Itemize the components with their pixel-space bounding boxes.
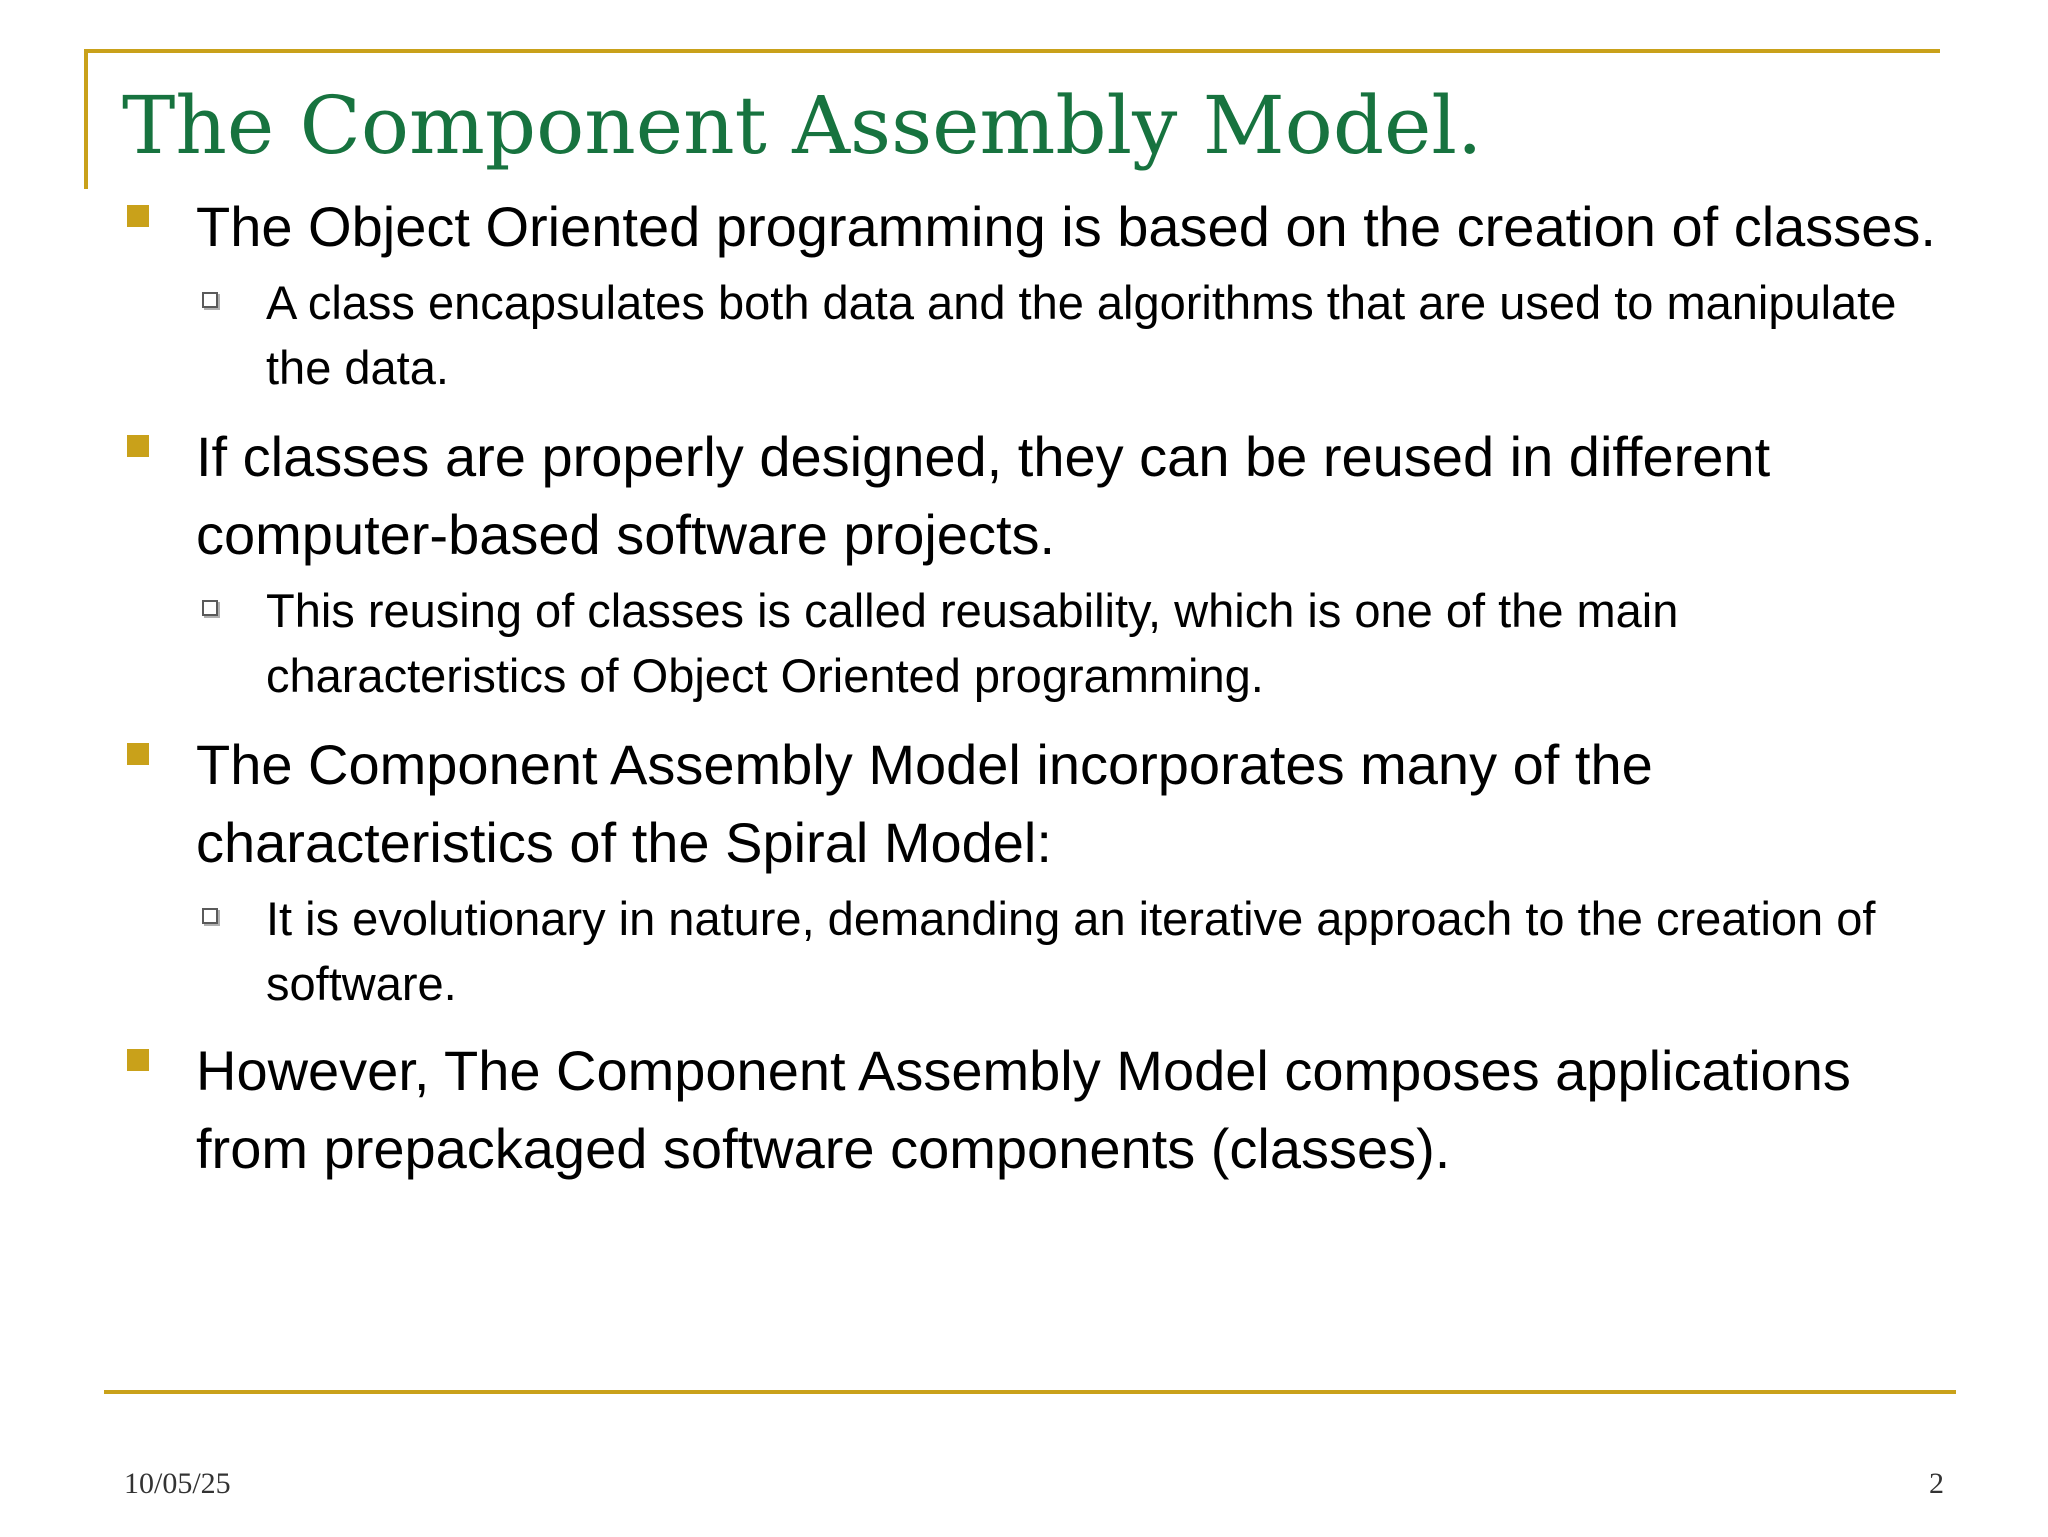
hollow-square-bullet-icon [202,600,218,616]
sub-bullet-1-text: A class encapsulates both data and the algorithms that are used to manipulate the data. [266,276,1897,394]
sub-bullet-3 [0,886,1946,1016]
bullet-3-text: The Component Assembly Model incorporates many of the characteristics of the Spiral Model: [196,733,1653,874]
sub-bullet-2 [0,578,1946,708]
square-bullet-icon [127,1049,149,1071]
bullet-2-text: If classes are properly designed, they can be reused in different computer-based software projects. [196,425,1771,566]
bullet-4-text: However, The Component Assembly Model composes applications from prepackaged software components (classes). [196,1039,1851,1180]
bullet-3 [0,726,1956,882]
square-bullet-icon [127,205,149,227]
footer-date: 10/05/25 [124,1467,231,1500]
bullet-2 [0,418,1956,574]
hollow-square-bullet-icon [202,292,218,308]
bullet-1 [0,188,1956,266]
sub-bullet-3-text: It is evolutionary in nature, demanding an iterative approach to the creation of software. [266,892,1876,1010]
hollow-square-bullet-icon [202,908,218,924]
slide-title: The Component Assembly Model. [122,79,1483,172]
bullet-1-text: The Object Oriented programming is based on the creation of classes. [196,195,1936,258]
frame-top-rule [84,49,1940,53]
slide-content [0,188,2048,1188]
square-bullet-icon [127,435,149,457]
footer-rule [104,1390,1956,1394]
square-bullet-icon [127,743,149,765]
frame-left-rule [84,49,88,189]
bullet-4 [0,1032,1956,1188]
page-number: 2 [1929,1467,1944,1500]
sub-bullet-1 [0,270,1946,400]
sub-bullet-2-text: This reusing of classes is called reusability, which is one of the main characteristics of Object Oriented programming. [266,584,1679,702]
